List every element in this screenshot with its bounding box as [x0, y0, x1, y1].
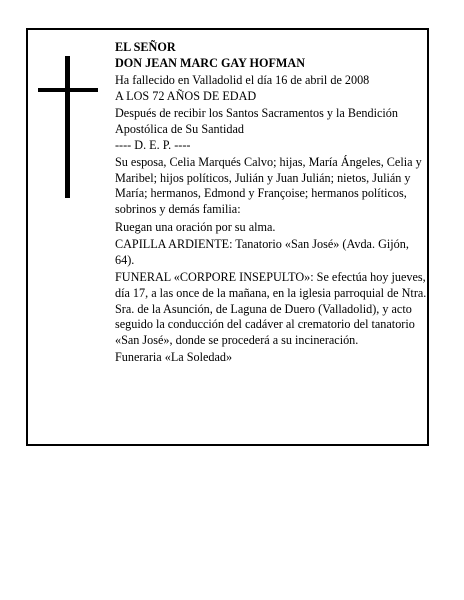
- death-info: Ha fallecido en Valladolid el día 16 de abril de 2008: [115, 73, 370, 88]
- cross-vertical-bar: [65, 56, 70, 198]
- funeral-info: FUNERAL «CORPORE INSEPULTO»: Se efectúa hoy jueves, día 17, a las once de la mañana, en la iglesia parroquial de Ntra. Sra. de la Asunción, de Laguna de Duero (Valladolid), y acto seguido la conducción del cadáver al crematorio del tanatorio «San José», donde se procederá a su incineración.: [115, 270, 427, 347]
- notice-text: [115, 40, 427, 366]
- funeral-home: Funeraria «La Soledad»: [115, 350, 233, 365]
- deceased-title: EL SEÑOR: [115, 40, 176, 54]
- deceased-name: DON JEAN MARC GAY HOFMAN: [115, 55, 306, 70]
- rip-line: ---- D. E. P. ----: [115, 137, 191, 152]
- prayer-request: Ruegan una oración por su alma.: [115, 219, 276, 234]
- obituary-notice: [26, 28, 429, 446]
- family-list: Su esposa, Celia Marqués Calvo; hijas, María Ángeles, Celia y Maribel; hijos políticos, Julián y Juan Julián; nietos, Julián y María; hermanos, Edmond y Françoise; hermanos políticos, sobrinos y demás familia:: [115, 155, 422, 216]
- sacraments-info: Después de recibir los Santos Sacramentos y la Bendición Apostólica de Su Santidad: [115, 106, 398, 136]
- chapel-info: CAPILLA ARDIENTE: Tanatorio «San José» (Avda. Gijón, 64).: [115, 237, 409, 267]
- cross-horizontal-bar: [38, 88, 98, 92]
- age-info: A LOS 72 AÑOS DE EDAD: [115, 88, 257, 103]
- cross-icon: [38, 56, 98, 198]
